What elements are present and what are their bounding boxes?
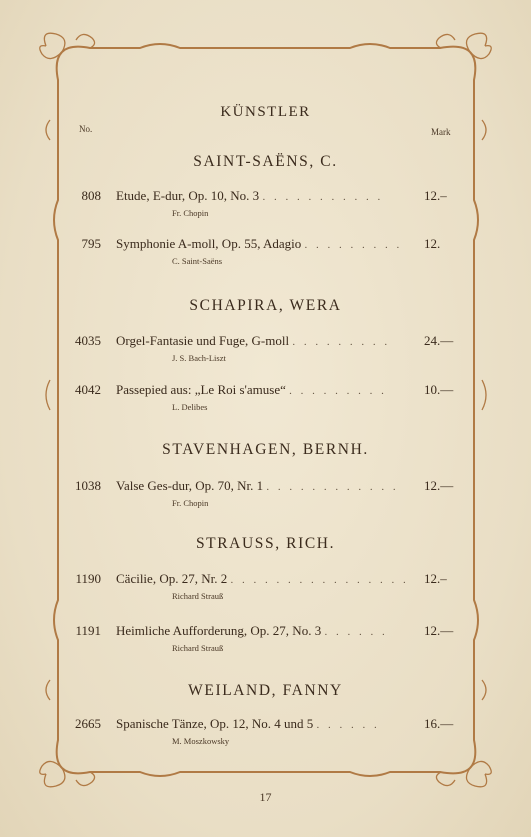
entry-title: Valse Ges-dur, Op. 70, Nr. 1 . . . . . . . . . . . . bbox=[116, 478, 399, 493]
artist-heading-weiland: WEILAND, FANNY bbox=[188, 682, 343, 699]
entry-price: 12.– bbox=[424, 188, 447, 203]
entry-composer: Fr. Chopin bbox=[172, 498, 209, 508]
entry-price: 12.– bbox=[424, 571, 447, 586]
artist-heading-schapira: SCHAPIRA, WERA bbox=[189, 297, 342, 314]
page-number: 17 bbox=[259, 790, 272, 804]
entry-price: 10.— bbox=[424, 382, 454, 397]
catalog-entry bbox=[0, 236, 531, 270]
entry-price: 12.— bbox=[424, 623, 454, 638]
entry-price: 12.— bbox=[424, 478, 454, 493]
artist-heading-strauss: STRAUSS, RICH. bbox=[195, 535, 336, 552]
entry-number: 4035 bbox=[75, 333, 101, 348]
entry-price: 16.— bbox=[424, 716, 454, 731]
entry-composer: L. Delibes bbox=[172, 402, 208, 412]
artist-heading-saint-saens: SAINT-SAËNS, C. bbox=[193, 153, 338, 170]
entry-price: 12. bbox=[424, 236, 441, 251]
entry-title: Passepied aus: „Le Roi s'amuse“ . . . . . . . . . bbox=[116, 382, 387, 397]
number-column-label: No. bbox=[79, 124, 93, 134]
catalog-entry bbox=[0, 571, 531, 605]
entry-composer: Fr. Chopin bbox=[172, 208, 209, 218]
entry-number: 808 bbox=[81, 188, 101, 203]
entry-composer: Richard Strauß bbox=[172, 591, 224, 601]
catalog-entry bbox=[0, 478, 531, 512]
entry-composer: J. S. Bach-Liszt bbox=[172, 353, 226, 363]
catalog-entry bbox=[0, 716, 531, 750]
entry-title: Symphonie A-moll, Op. 55, Adagio . . . . . . . . . bbox=[116, 236, 403, 251]
entry-title: Orgel-Fantasie und Fuge, G-moll . . . . . . . . . bbox=[116, 333, 391, 348]
catalog-entry bbox=[0, 188, 531, 222]
page-heading: KÜNSTLER bbox=[220, 104, 311, 120]
entry-composer: Richard Strauß bbox=[172, 643, 224, 653]
entry-number: 2665 bbox=[75, 716, 101, 731]
entry-number: 1038 bbox=[75, 478, 101, 493]
catalog-entry bbox=[0, 382, 531, 416]
entry-title: Cäcilie, Op. 27, Nr. 2 . . . . . . . . . . . . . . . . bbox=[116, 571, 409, 586]
entry-number: 1190 bbox=[75, 571, 101, 586]
entry-composer: M. Moszkowsky bbox=[172, 736, 230, 746]
entry-number: 1191 bbox=[75, 623, 101, 638]
entry-title: Etude, E-dur, Op. 10, No. 3 . . . . . . . . . . . bbox=[116, 188, 384, 203]
price-column-label: Mark bbox=[431, 127, 451, 137]
entry-price: 24.— bbox=[424, 333, 454, 348]
catalog-entry bbox=[0, 333, 531, 367]
artist-heading-stavenhagen: STAVENHAGEN, BERNH. bbox=[162, 441, 369, 458]
entry-title: Spanische Tänze, Op. 12, No. 4 und 5 . . . . . . bbox=[116, 716, 380, 731]
catalog-entry bbox=[0, 623, 531, 657]
entry-composer: C. Saint-Saëns bbox=[172, 256, 223, 266]
entry-title: Heimliche Aufforderung, Op. 27, No. 3 . . . . . . bbox=[116, 623, 388, 638]
entry-number: 4042 bbox=[75, 382, 101, 397]
entry-number: 795 bbox=[81, 236, 101, 251]
